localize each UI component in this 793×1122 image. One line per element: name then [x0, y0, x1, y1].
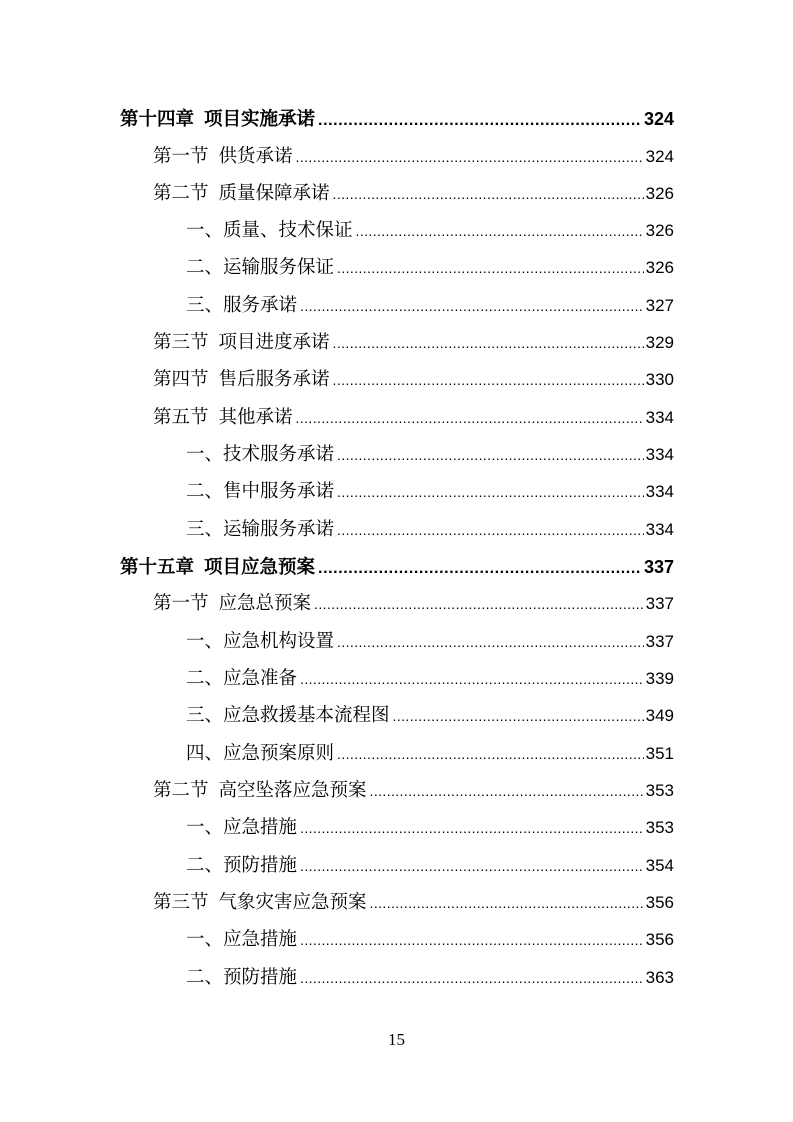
toc-entry[interactable] — [186, 253, 674, 283]
toc-entry-page: 337 — [645, 632, 674, 651]
toc-dot-leader — [337, 477, 644, 507]
toc-entry-prefix: 第十五章 — [120, 557, 195, 578]
toc-entry-prefix: 第二节 — [153, 183, 209, 204]
toc-entry-page: 326 — [645, 184, 674, 203]
toc-entry-prefix: 第四节 — [153, 369, 209, 390]
toc-entry-title: 应急准备 — [223, 668, 298, 689]
toc-entry[interactable] — [186, 701, 674, 731]
toc-entry-title: 质量、技术保证 — [223, 220, 353, 241]
toc-entry-prefix: 二、 — [186, 257, 224, 278]
toc-dot-leader — [300, 963, 644, 993]
toc-entry-page: 351 — [645, 744, 674, 763]
toc-dot-leader — [300, 291, 644, 321]
toc-entry-page: 326 — [645, 221, 674, 240]
toc-dot-leader — [296, 403, 644, 433]
toc-entry[interactable] — [153, 589, 674, 619]
toc-entry-page: 334 — [645, 445, 674, 464]
toc-entry-page: 356 — [645, 930, 674, 949]
toc-entry-page: 329 — [645, 333, 674, 352]
page-number: 15 — [388, 1030, 405, 1049]
toc-entry[interactable] — [153, 179, 674, 209]
toc-entry[interactable] — [153, 403, 674, 433]
toc-entry[interactable] — [153, 888, 674, 918]
toc-entry-page: 363 — [645, 968, 674, 987]
toc-entry-title: 售后服务承诺 — [218, 369, 330, 390]
toc-entry-prefix: 第十四章 — [120, 109, 195, 130]
toc-dot-leader — [333, 365, 644, 395]
toc-entry-page: 324 — [645, 147, 674, 166]
toc-entry-prefix: 一、 — [186, 631, 224, 652]
toc-entry-page: 353 — [645, 818, 674, 837]
toc-entry-prefix: 一、 — [186, 220, 224, 241]
toc-entry[interactable] — [186, 664, 674, 694]
toc-dot-leader — [337, 739, 644, 769]
toc-entry-title: 应急措施 — [223, 929, 298, 950]
toc-entry[interactable] — [153, 365, 674, 395]
toc-entry-page: 353 — [645, 781, 674, 800]
toc-entry-title: 其他承诺 — [218, 407, 293, 428]
toc-entry-prefix: 第三节 — [153, 332, 209, 353]
toc-entry-title: 预防措施 — [223, 855, 298, 876]
toc-entry-page: 339 — [645, 669, 674, 688]
toc-entry-prefix: 二、 — [186, 668, 224, 689]
toc-entry-page: 326 — [645, 258, 674, 277]
toc-entry-prefix: 二、 — [186, 481, 224, 502]
toc-entry-prefix: 第一节 — [153, 146, 209, 167]
toc-entry-page: 337 — [643, 557, 674, 577]
toc-entry[interactable] — [186, 477, 674, 507]
toc-entry[interactable] — [186, 216, 674, 246]
toc-entry-prefix: 二、 — [186, 967, 224, 988]
toc-dot-leader — [337, 253, 644, 283]
toc-entry-page: 337 — [645, 594, 674, 613]
toc-entry[interactable] — [186, 515, 674, 545]
toc-entry-prefix: 第三节 — [153, 892, 209, 913]
toc-entry-title: 项目实施承诺 — [204, 109, 316, 130]
toc-dot-leader — [370, 888, 644, 918]
toc-entry[interactable] — [153, 328, 674, 358]
toc-dot-leader — [333, 328, 644, 358]
toc-entry-title: 应急机构设置 — [223, 631, 335, 652]
toc-entry[interactable] — [186, 963, 674, 993]
toc-dot-leader — [318, 106, 642, 136]
toc-dot-leader — [337, 515, 644, 545]
toc-entry-title: 应急预案原则 — [223, 743, 335, 764]
toc-dot-leader — [314, 589, 644, 619]
toc-entry-prefix: 三、 — [186, 295, 224, 316]
toc-entry-title: 高空坠落应急预案 — [218, 780, 367, 801]
toc-entry-title: 项目应急预案 — [204, 557, 316, 578]
toc-entry-title: 售中服务承诺 — [223, 481, 335, 502]
toc-dot-leader — [393, 701, 644, 731]
toc-entry-title: 应急救援基本流程图 — [223, 705, 390, 726]
toc-dot-leader — [300, 925, 644, 955]
toc-entry-title: 供货承诺 — [218, 146, 293, 167]
toc-dot-leader — [333, 179, 644, 209]
toc-entry[interactable] — [186, 627, 674, 657]
toc-entry-page: 354 — [645, 856, 674, 875]
toc-entry-title: 运输服务保证 — [223, 257, 335, 278]
toc-dot-leader — [300, 813, 644, 843]
toc-entry-title: 应急措施 — [223, 817, 298, 838]
toc-dot-leader — [337, 627, 644, 657]
toc-dot-leader — [356, 216, 644, 246]
toc-entry-page: 349 — [645, 706, 674, 725]
toc-entry-page: 324 — [643, 109, 674, 129]
toc-entry-title: 预防措施 — [223, 967, 298, 988]
toc-entry-title: 应急总预案 — [218, 593, 312, 614]
toc-entry-prefix: 一、 — [186, 444, 224, 465]
toc-entry-prefix: 二、 — [186, 855, 224, 876]
toc-entry-title: 服务承诺 — [223, 295, 298, 316]
toc-entry-prefix: 三、 — [186, 519, 224, 540]
toc-entry[interactable] — [186, 440, 674, 470]
toc-dot-leader — [300, 851, 644, 881]
toc-entry-prefix: 第五节 — [153, 407, 209, 428]
toc-entry-prefix: 一、 — [186, 817, 224, 838]
toc-entry[interactable] — [186, 739, 674, 769]
toc-entry-page: 327 — [645, 296, 674, 315]
toc-entry[interactable] — [186, 813, 674, 843]
toc-entry[interactable] — [153, 142, 674, 172]
toc-entry[interactable] — [186, 291, 674, 321]
toc-dot-leader — [318, 554, 642, 584]
toc-dot-leader — [296, 142, 644, 172]
toc-entry-title: 项目进度承诺 — [218, 332, 330, 353]
toc-dot-leader — [337, 440, 644, 470]
toc-entry-prefix: 四、 — [186, 743, 224, 764]
toc-entry-title: 运输服务承诺 — [223, 519, 335, 540]
toc-entry-page: 334 — [645, 408, 674, 427]
toc-dot-leader — [300, 664, 644, 694]
toc-entry-title: 质量保障承诺 — [218, 183, 330, 204]
toc-entry[interactable] — [186, 925, 674, 955]
toc-entry-page: 356 — [645, 893, 674, 912]
toc-entry-page: 334 — [645, 482, 674, 501]
toc-entry-prefix: 第一节 — [153, 593, 209, 614]
toc-dot-leader — [370, 776, 644, 806]
toc-entry-prefix: 三、 — [186, 705, 224, 726]
toc-entry-prefix: 一、 — [186, 929, 224, 950]
toc-entry-title: 气象灾害应急预案 — [218, 892, 367, 913]
toc-entry-page: 334 — [645, 520, 674, 539]
toc-entry-title: 技术服务承诺 — [223, 444, 335, 465]
toc-entry-prefix: 第二节 — [153, 780, 209, 801]
toc-entry[interactable] — [153, 776, 674, 806]
toc-entry-chapter-15[interactable] — [120, 552, 674, 582]
toc-entry[interactable] — [186, 851, 674, 881]
toc-entry-page: 330 — [645, 370, 674, 389]
toc-entry-chapter-14[interactable] — [120, 104, 674, 134]
